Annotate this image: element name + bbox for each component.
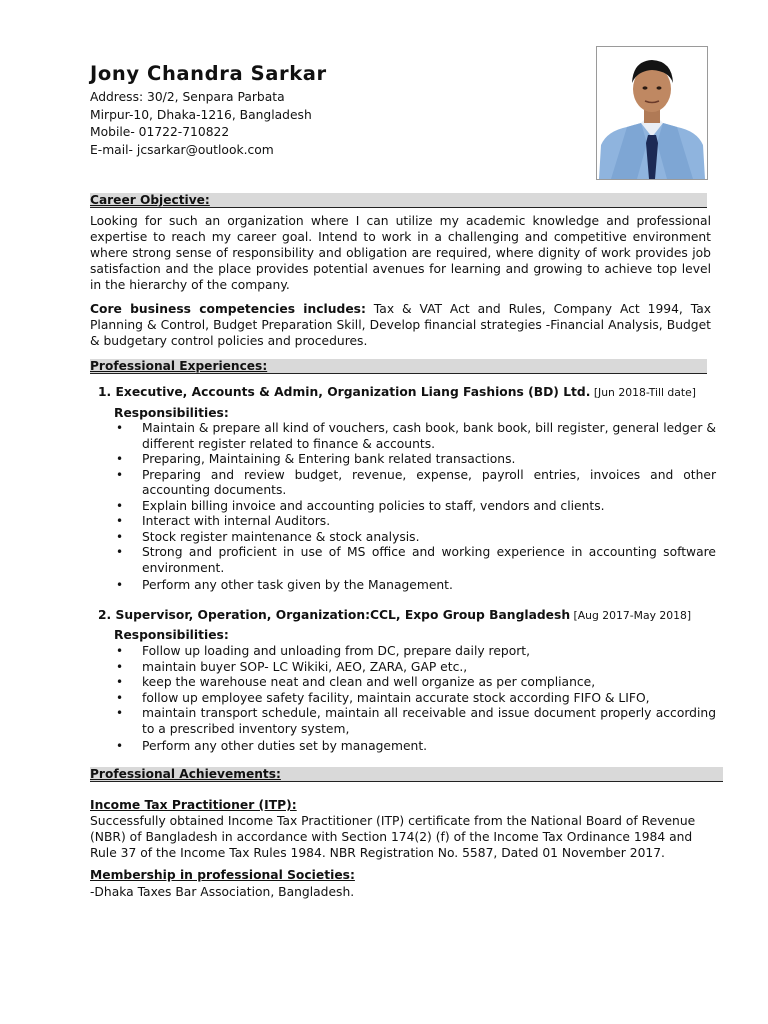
job-2-title: 2. Supervisor, Operation, Organization:CCL, Expo Group Bangladesh [Aug 2017-May 2018] [98,608,692,622]
core-competencies-text: Tax & VAT Act and Rules, Company Act 1994, Tax Planning & Control, Budget Preparation Skill, Develop financial strategies -Financial Analysis, Budget & budgetary control policies and procedures. [90,302,712,348]
itp-text: Successfully obtained Income Tax Practitioner (ITP) certificate from the National Board of Revenue (NBR) of Bangladesh in accordance with Section 174(2) (f) of the Income Tax Ordinance 1984 and Rule 37 of the Income Tax Rules 1984. NBR Registration No. 5587, Dated 01 November 2017. [90,814,696,860]
job-2-responsibilities-label: Responsibilities: [114,628,229,642]
experience-heading: Professional Experiences: [90,359,707,374]
list-item: • Explain billing invoice and accounting policies to staff, vendors and clients. [114,499,716,515]
candidate-name: Jony Chandra Sarkar [90,62,327,85]
core-competencies [90,301,711,349]
list-item: • Preparing and review budget, revenue, expense, payroll entries, invoices and other accounting documents. [114,468,716,499]
core-competencies-label: Core business competencies includes: [90,302,366,316]
list-item: • Stock register maintenance & stock analysis. [114,530,716,546]
profile-photo [596,46,708,180]
list-item: • Maintain & prepare all kind of vouchers, cash book, bank book, bill register, general ledger & different register related to finance & accounts. [114,421,716,452]
career-objective-heading: Career Objective: [90,193,707,208]
job-2-date: [Aug 2017-May 2018] [570,609,692,622]
career-objective-text: Looking for such an organization where I can utilize my academic knowledge and professional expertise to reach my career goal. Intend to work in a challenging and competitive environment where strong sense of responsibility and obligation are required, where dignity of work provides job satisfaction and the place provides potential avenues for learning and growing to achieve top level in the hierarchy of the company. [90,214,711,292]
list-item: • Interact with internal Auditors. [114,514,716,530]
address-line-2: Mirpur-10, Dhaka-1216, Bangladesh [90,107,312,122]
address-line-1: Address: 30/2, Senpara Parbata [90,90,285,104]
contact-block [90,89,312,159]
list-item: • Perform any other task given by the Management. [114,578,716,594]
job-1-date: [Jun 2018-Till date] [590,386,696,399]
list-item: • follow up employee safety facility, maintain accurate stock according FIFO & LIFO, [114,691,716,707]
list-item: • Strong and proficient in use of MS office and working experience in accounting software environment. [114,545,716,576]
list-item: • Follow up loading and unloading from DC, prepare daily report, [114,644,716,660]
mobile-number: Mobile- 01722-710822 [90,125,230,139]
job-1-responsibilities-label: Responsibilities: [114,406,229,420]
membership-text: -Dhaka Taxes Bar Association, Bangladesh. [90,885,355,899]
list-item: • keep the warehouse neat and clean and well organize as per compliance, [114,675,716,691]
list-item: • Perform any other duties set by management. [114,739,716,755]
job-1-responsibilities-list [114,421,716,594]
list-item: • maintain transport schedule, maintain all receivable and issue document properly according to a prescribed inventory system, [114,706,716,737]
itp-heading: Income Tax Practitioner (ITP): [90,798,297,812]
email-address: E-mail- jcsarkar@outlook.com [90,142,274,157]
job-2-responsibilities-list [114,644,716,755]
job-1-title: 1. Executive, Accounts & Admin, Organization Liang Fashions (BD) Ltd. [Jun 2018-Till date] [98,385,696,399]
list-item: • Preparing, Maintaining & Entering bank related transactions. [114,452,716,468]
membership-heading: Membership in professional Societies: [90,868,355,882]
list-item: • maintain buyer SOP- LC Wikiki, AEO, ZARA, GAP etc., [114,660,716,676]
achievements-heading: Professional Achievements: [90,767,723,782]
